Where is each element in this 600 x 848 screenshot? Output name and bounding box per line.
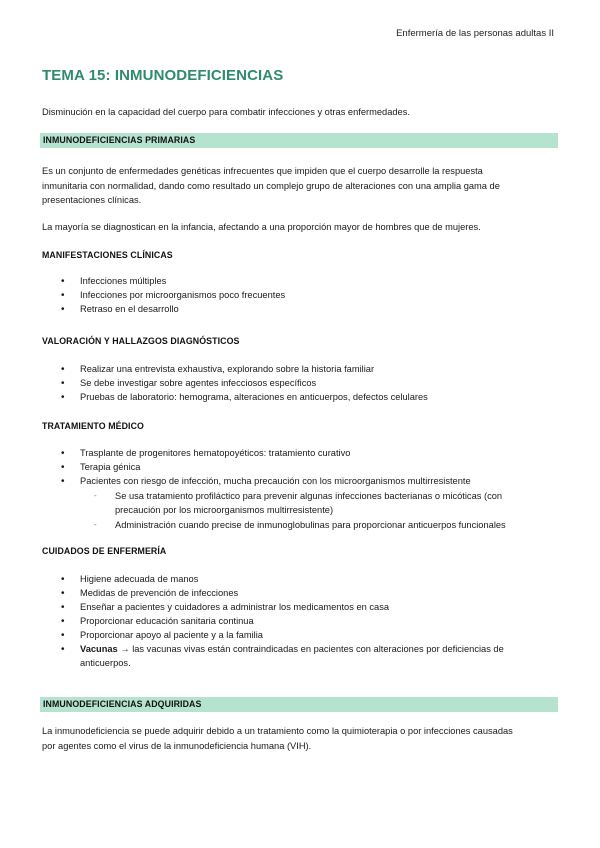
adquiridas-paragraph: La inmunodeficiencia se puede adquirir debido a un tratamiento como la quimioterapia o por infecciones causadas por agentes como el virus de la inmunodeficiencia humana (VIH). bbox=[42, 726, 513, 751]
list-item: • Proporcionar educación sanitaria continua bbox=[64, 615, 254, 629]
sub-list-item: - Se usa tratamiento profiláctico para prevenir algunas infecciones bacterianas o micóticas (con precaución por los microorganismos multirresistente) bbox=[94, 491, 503, 515]
section-band-adquiridas bbox=[40, 697, 558, 712]
list-item: • Infecciones múltiples bbox=[64, 275, 166, 289]
dash-marker: - bbox=[94, 491, 97, 500]
list-item: • Infecciones por microorganismos poco frecuentes bbox=[64, 289, 285, 303]
heading-manifestaciones: MANIFESTACIONES CLÍNICAS bbox=[42, 250, 173, 260]
list-item: • Realizar una entrevista exhaustiva, explorando sobre la historia familiar bbox=[64, 363, 374, 377]
list-item: • Trasplante de progenitores hematopoyéticos: tratamiento curativo bbox=[64, 447, 350, 461]
primarias-paragraph-1: Es un conjunto de enfermedades genéticas infrecuentes que impiden que el cuerpo desarrolle la respuesta inmunitaria con normalidad, dando como resultado un complejo grupo de alteraciones con una amplia gama de presentaciones clínicas. bbox=[42, 166, 500, 205]
page-title: TEMA 15: INMUNODEFICIENCIAS bbox=[42, 67, 284, 84]
list-item: • Se debe investigar sobre agentes infecciosos específicos bbox=[64, 377, 316, 391]
list-item: • Retraso en el desarrollo bbox=[64, 303, 179, 317]
list-item: • Pruebas de laboratorio: hemograma, alteraciones en anticuerpos, defectos celulares bbox=[64, 391, 428, 405]
sub-list-item: - Administración cuando precise de inmunoglobulinas para proporcionar anticuerpos funcionales bbox=[94, 520, 506, 530]
section-band-primarias bbox=[40, 133, 558, 148]
vacunas-label: Vacunas bbox=[80, 644, 118, 654]
list-item: • Medidas de prevención de infecciones bbox=[64, 587, 238, 601]
list-item: • Enseñar a pacientes y cuidadores a administrar los medicamentos en casa bbox=[64, 601, 389, 615]
heading-cuidados: CUIDADOS DE ENFERMERÍA bbox=[42, 546, 167, 556]
primarias-paragraph-2: La mayoría se diagnostican en la infancia, afectando a una proporción mayor de hombres que de mujeres. bbox=[42, 222, 481, 232]
list-item: • Pacientes con riesgo de infección, mucha precaución con los microorganismos multirresistente bbox=[64, 475, 471, 489]
list-item-vacunas bbox=[64, 643, 524, 670]
heading-valoracion: VALORACIÓN Y HALLAZGOS DIAGNÓSTICOS bbox=[42, 336, 240, 346]
list-item: • Proporcionar apoyo al paciente y a la familia bbox=[64, 629, 263, 643]
list-item: • Higiene adecuada de manos bbox=[64, 573, 198, 587]
vacunas-text: → las vacunas vivas están contraindicadas en pacientes con alteraciones por deficiencias de anticuerpos. bbox=[80, 644, 504, 668]
intro-paragraph: Disminución en la capacidad del cuerpo para combatir infecciones y otras enfermedades. bbox=[42, 107, 410, 117]
course-header: Enfermería de las personas adultas II bbox=[396, 28, 554, 39]
list-item: • Terapia génica bbox=[64, 461, 140, 475]
dash-marker: - bbox=[94, 520, 97, 529]
section-band-label: INMUNODEFICIENCIAS PRIMARIAS bbox=[43, 135, 196, 145]
heading-tratamiento: TRATAMIENTO MÉDICO bbox=[42, 421, 144, 431]
section-band-label: INMUNODEFICIENCIAS ADQUIRIDAS bbox=[43, 699, 202, 709]
